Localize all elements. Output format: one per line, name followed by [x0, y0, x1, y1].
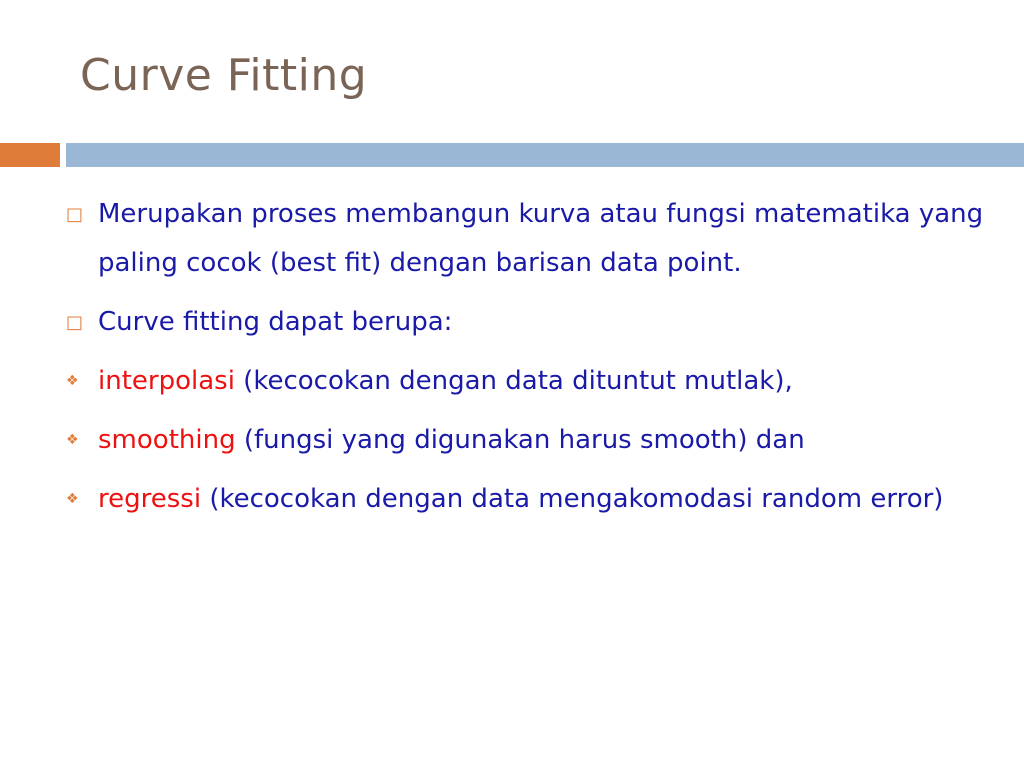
- four-diamond-icon: ❖: [66, 491, 79, 507]
- four-diamond-icon: ❖: [66, 432, 79, 448]
- slide-title: Curve Fitting: [80, 50, 368, 101]
- four-diamond-icon: ❖: [66, 373, 79, 389]
- bullet-body: (kecocokan dengan data mengakomodasi random error): [201, 484, 944, 514]
- bullet-body: (kecocokan dengan data dituntut mutlak),: [234, 366, 793, 396]
- bullet-body: Curve fitting dapat berupa:: [98, 307, 453, 337]
- bullet-text: [98, 190, 986, 288]
- bullet-text: [98, 357, 986, 406]
- bullet-item: [66, 416, 986, 465]
- bullet-body: Merupakan proses membangun kurva atau fungsi matematika yang paling cocok (best fit) dengan barisan data point.: [98, 199, 984, 278]
- bullet-item: [66, 475, 986, 524]
- square-outline-icon: □: [66, 312, 84, 333]
- accent-bar-orange: [0, 143, 60, 167]
- bullet-text: [98, 416, 986, 465]
- bullet-list: [66, 190, 986, 534]
- accent-bar-blue: [66, 143, 1024, 167]
- bullet-item: [66, 357, 986, 406]
- bullet-highlight: regressi: [98, 484, 202, 514]
- bullet-text: [98, 298, 986, 347]
- square-outline-icon: □: [66, 204, 84, 225]
- bullet-item: [66, 298, 986, 347]
- bullet-item: [66, 190, 986, 288]
- bullet-highlight: smoothing: [98, 425, 236, 455]
- bullet-body: (fungsi yang digunakan harus smooth) dan: [235, 425, 805, 455]
- bullet-highlight: interpolasi: [98, 366, 235, 396]
- bullet-text: [98, 475, 986, 524]
